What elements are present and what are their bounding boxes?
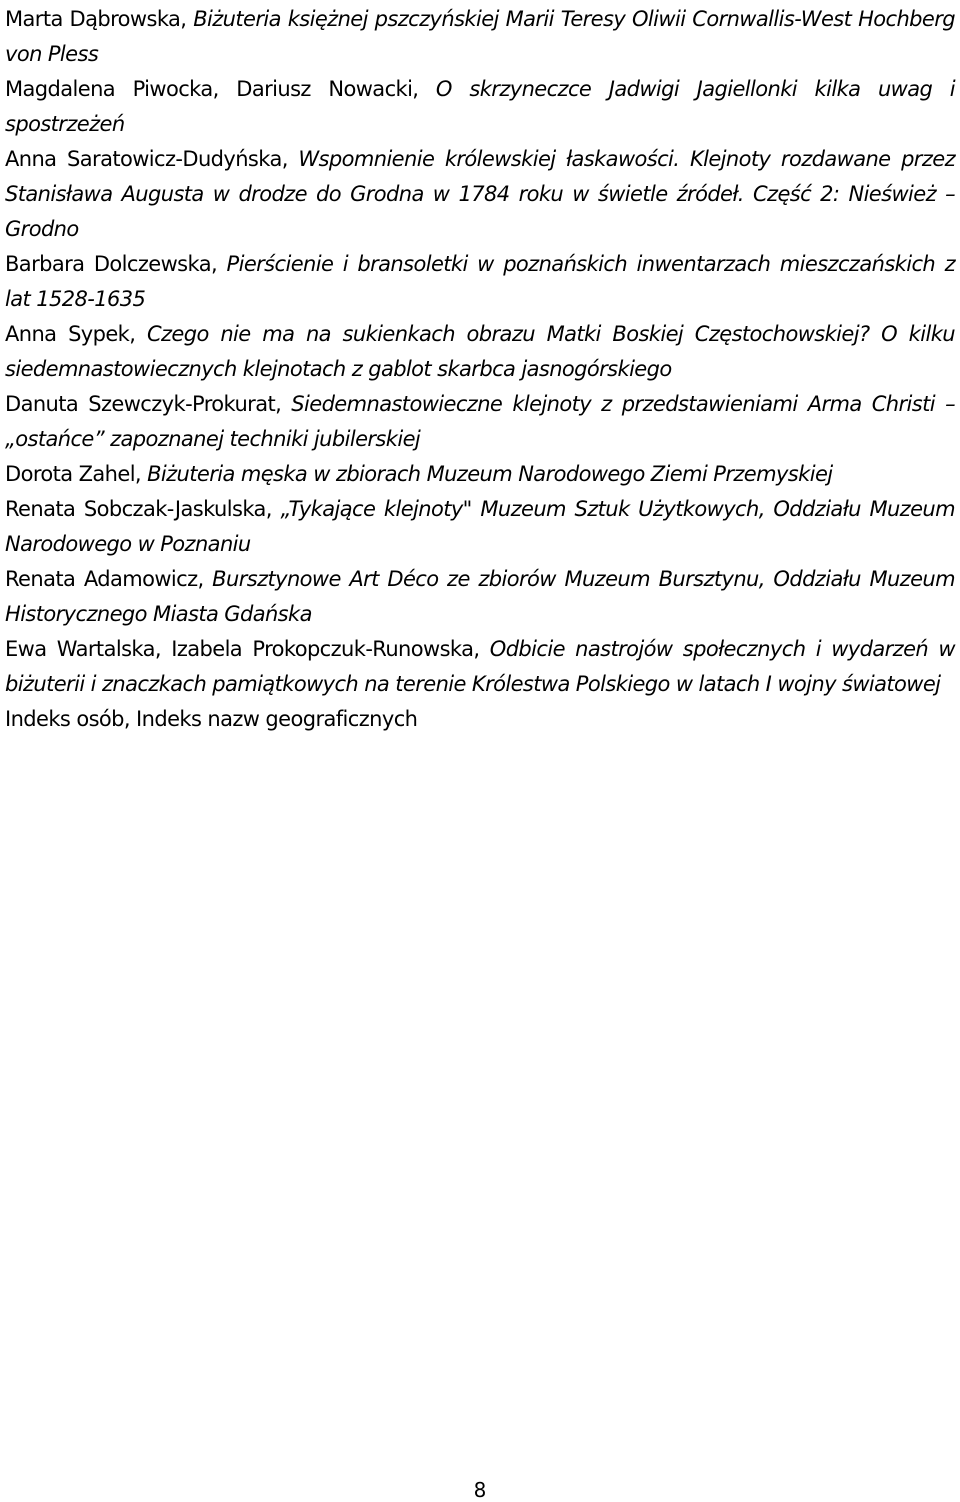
toc-entry <box>5 247 955 317</box>
indexes-entry: Indeks osób, Indeks nazw geograficznych <box>5 707 418 731</box>
entry-title: Biżuteria księżnej pszczyńskiej Marii Teresy Oliwii Cornwallis-West Hochberg von Pless <box>5 7 955 66</box>
entry-author: Magdalena Piwocka, Dariusz Nowacki, <box>5 77 436 101</box>
entry-title: Pierścienie i bransoletki w poznańskich inwentarzach mieszczańskich z lat 1528-1635 <box>5 252 955 311</box>
entry-title: Bursztynowe Art Déco ze zbiorów Muzeum Bursztynu, Oddziału Muzeum Historycznego Miasta Gdańska <box>5 567 955 626</box>
toc-entry <box>5 492 955 562</box>
entry-author: Anna Saratowicz-Dudyńska, <box>5 147 299 171</box>
entry-title: O skrzyneczce Jadwigi Jagiellonki kilka uwag i spostrzeżeń <box>5 77 955 136</box>
entry-author: Dorota Zahel, <box>5 462 148 486</box>
entry-author: Ewa Wartalska, Izabela Prokopczuk-Runowska, <box>5 637 490 661</box>
toc-entry <box>5 317 955 387</box>
entry-author: Renata Adamowicz, <box>5 567 213 591</box>
entry-author: Marta Dąbrowska, <box>5 7 194 31</box>
toc-entry <box>5 562 955 632</box>
entry-title: Biżuteria męska w zbiorach Muzeum Narodowego Ziemi Przemyskiej <box>147 462 833 486</box>
entry-author: Barbara Dolczewska, <box>5 252 227 276</box>
table-of-contents <box>5 2 955 737</box>
page-number: 8 <box>473 1478 487 1502</box>
toc-entry <box>5 457 955 492</box>
entry-author: Renata Sobczak-Jaskulska, <box>5 497 281 521</box>
entry-title: „Tykające klejnoty" Muzeum Sztuk Użytkowych, Oddziału Muzeum Narodowego w Poznaniu <box>5 497 955 556</box>
entry-title: Siedemnastowieczne klejnoty z przedstawieniami Arma Christi – „ostańce” zapoznanej techniki jubilerskiej <box>5 392 955 451</box>
toc-entry <box>5 72 955 142</box>
entry-title: Odbicie nastrojów społecznych i wydarzeń w biżuterii i znaczkach pamiątkowych na terenie Królestwa Polskiego w latach I wojny światowej <box>5 637 955 696</box>
entry-author: Danuta Szewczyk-Prokurat, <box>5 392 292 416</box>
toc-entry <box>5 2 955 72</box>
toc-entry <box>5 632 955 702</box>
toc-entry <box>5 142 955 247</box>
entry-author: Anna Sypek, <box>5 322 147 346</box>
entry-title: Wspomnienie królewskiej łaskawości. Klejnoty rozdawane przez Stanisława Augusta w drodze do Grodna w 1784 roku w świetle źródeł. Część 2: Nieśwież – Grodno <box>5 147 955 241</box>
entry-title: Czego nie ma na sukienkach obrazu Matki Boskiej Częstochowskiej? O kilku siedemnastowiecznych klejnotach z gablot skarbca jasnogórskiego <box>5 322 955 381</box>
toc-entry <box>5 387 955 457</box>
